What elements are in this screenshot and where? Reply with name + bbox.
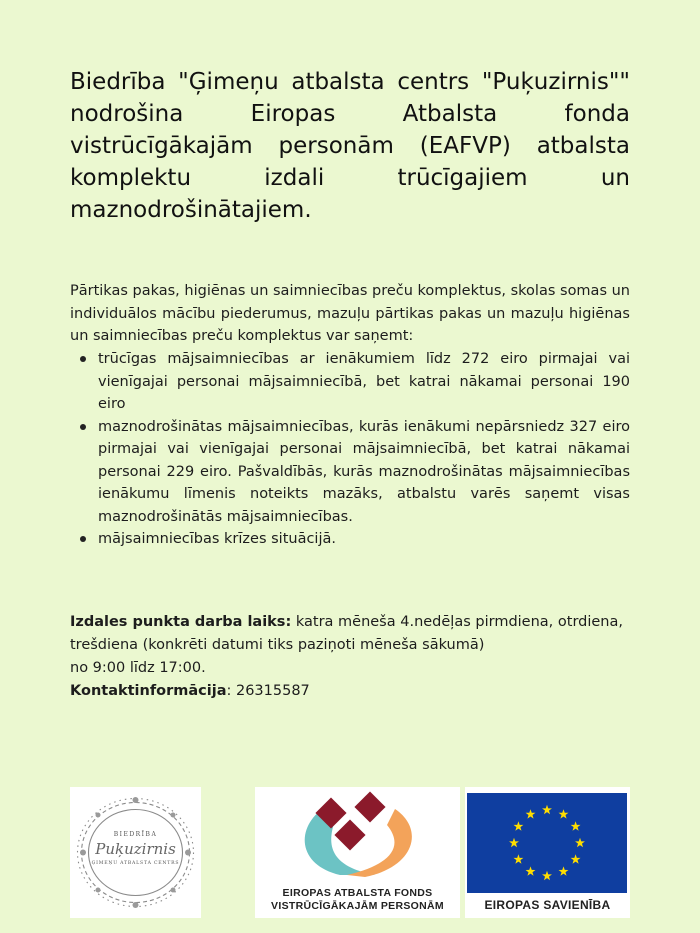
logo-bottom-text: ĢIMEŅU ATBALSTA CENTRS xyxy=(91,861,180,866)
fund-name xyxy=(255,887,460,913)
pukuzirnis-logo xyxy=(70,787,201,918)
eafvp-logo xyxy=(255,787,460,918)
logo-top-text: BIEDRĪBA xyxy=(113,831,158,838)
page-heading: Biedrība "Ģimeņu atbalsta centrs "Puķuzirnis"" nodrošina Eiropas Atbalsta fonda vistrūcīgākajām personām (EAFVP) atbalsta komplektu izdali trūcīgajiem un maznodrošinātajiem. xyxy=(70,69,630,223)
info-block xyxy=(70,611,635,703)
eu-caption: EIROPAS SAVIENĪBA xyxy=(484,898,611,912)
logo-name-text: Puķuzirnis xyxy=(95,840,176,858)
contact-label: Kontaktinformācija xyxy=(70,683,227,699)
hours-label: Izdales punkta darba laiks: xyxy=(70,614,292,630)
contact-value: : 26315587 xyxy=(226,683,310,699)
hours-text: katra mēneša 4.nedēļas pirmdiena, otrdiena, trešdiena (konkrēti datumi tiks paziņoti mēneša sākumā) xyxy=(70,614,623,653)
eu-flag-icon xyxy=(465,787,630,897)
list-item: mājsaimniecības krīzes situācijā. xyxy=(70,528,630,551)
hands-icon xyxy=(255,787,460,887)
eu-logo xyxy=(465,787,630,918)
list-item: maznodrošinātas mājsaimniecības, kurās ienākumi nepārsniedz 327 eiro pirmajai vai vienīgajai personai mājsaimniecībā, bet katrai nākamai personai 229 eiro. Pašvaldībās, kurās maznodrošinātas mājsaimniecības ienākumu līmenis noteikts mazāks, atbalstu varēs saņemt visas maznodrošinātās mājsaimniecības. xyxy=(70,416,630,529)
list-item: trūcīgas mājsaimniecības ar ienākumiem līdz 272 eiro pirmajai vai vienīgajai personai mājsaimniecībā, bet katrai nākamai personai 190 eiro xyxy=(70,348,630,416)
intro-paragraph: Pārtikas pakas, higiēnas un saimniecības preču komplektus, skolas somas un individuālos mācību piederumus, mazuļu pārtikas pakas un mazuļu higiēnas un saimniecības preču komplektus var saņemt: xyxy=(70,283,630,344)
fund-line-2: VISTRŪCĪGĀKAJĀM PERSONĀM xyxy=(271,900,444,912)
eligibility-list xyxy=(70,348,630,551)
hours-time: no 9:00 līdz 17:00. xyxy=(70,660,206,676)
fund-line-1: EIROPAS ATBALSTA FONDS xyxy=(282,887,433,899)
